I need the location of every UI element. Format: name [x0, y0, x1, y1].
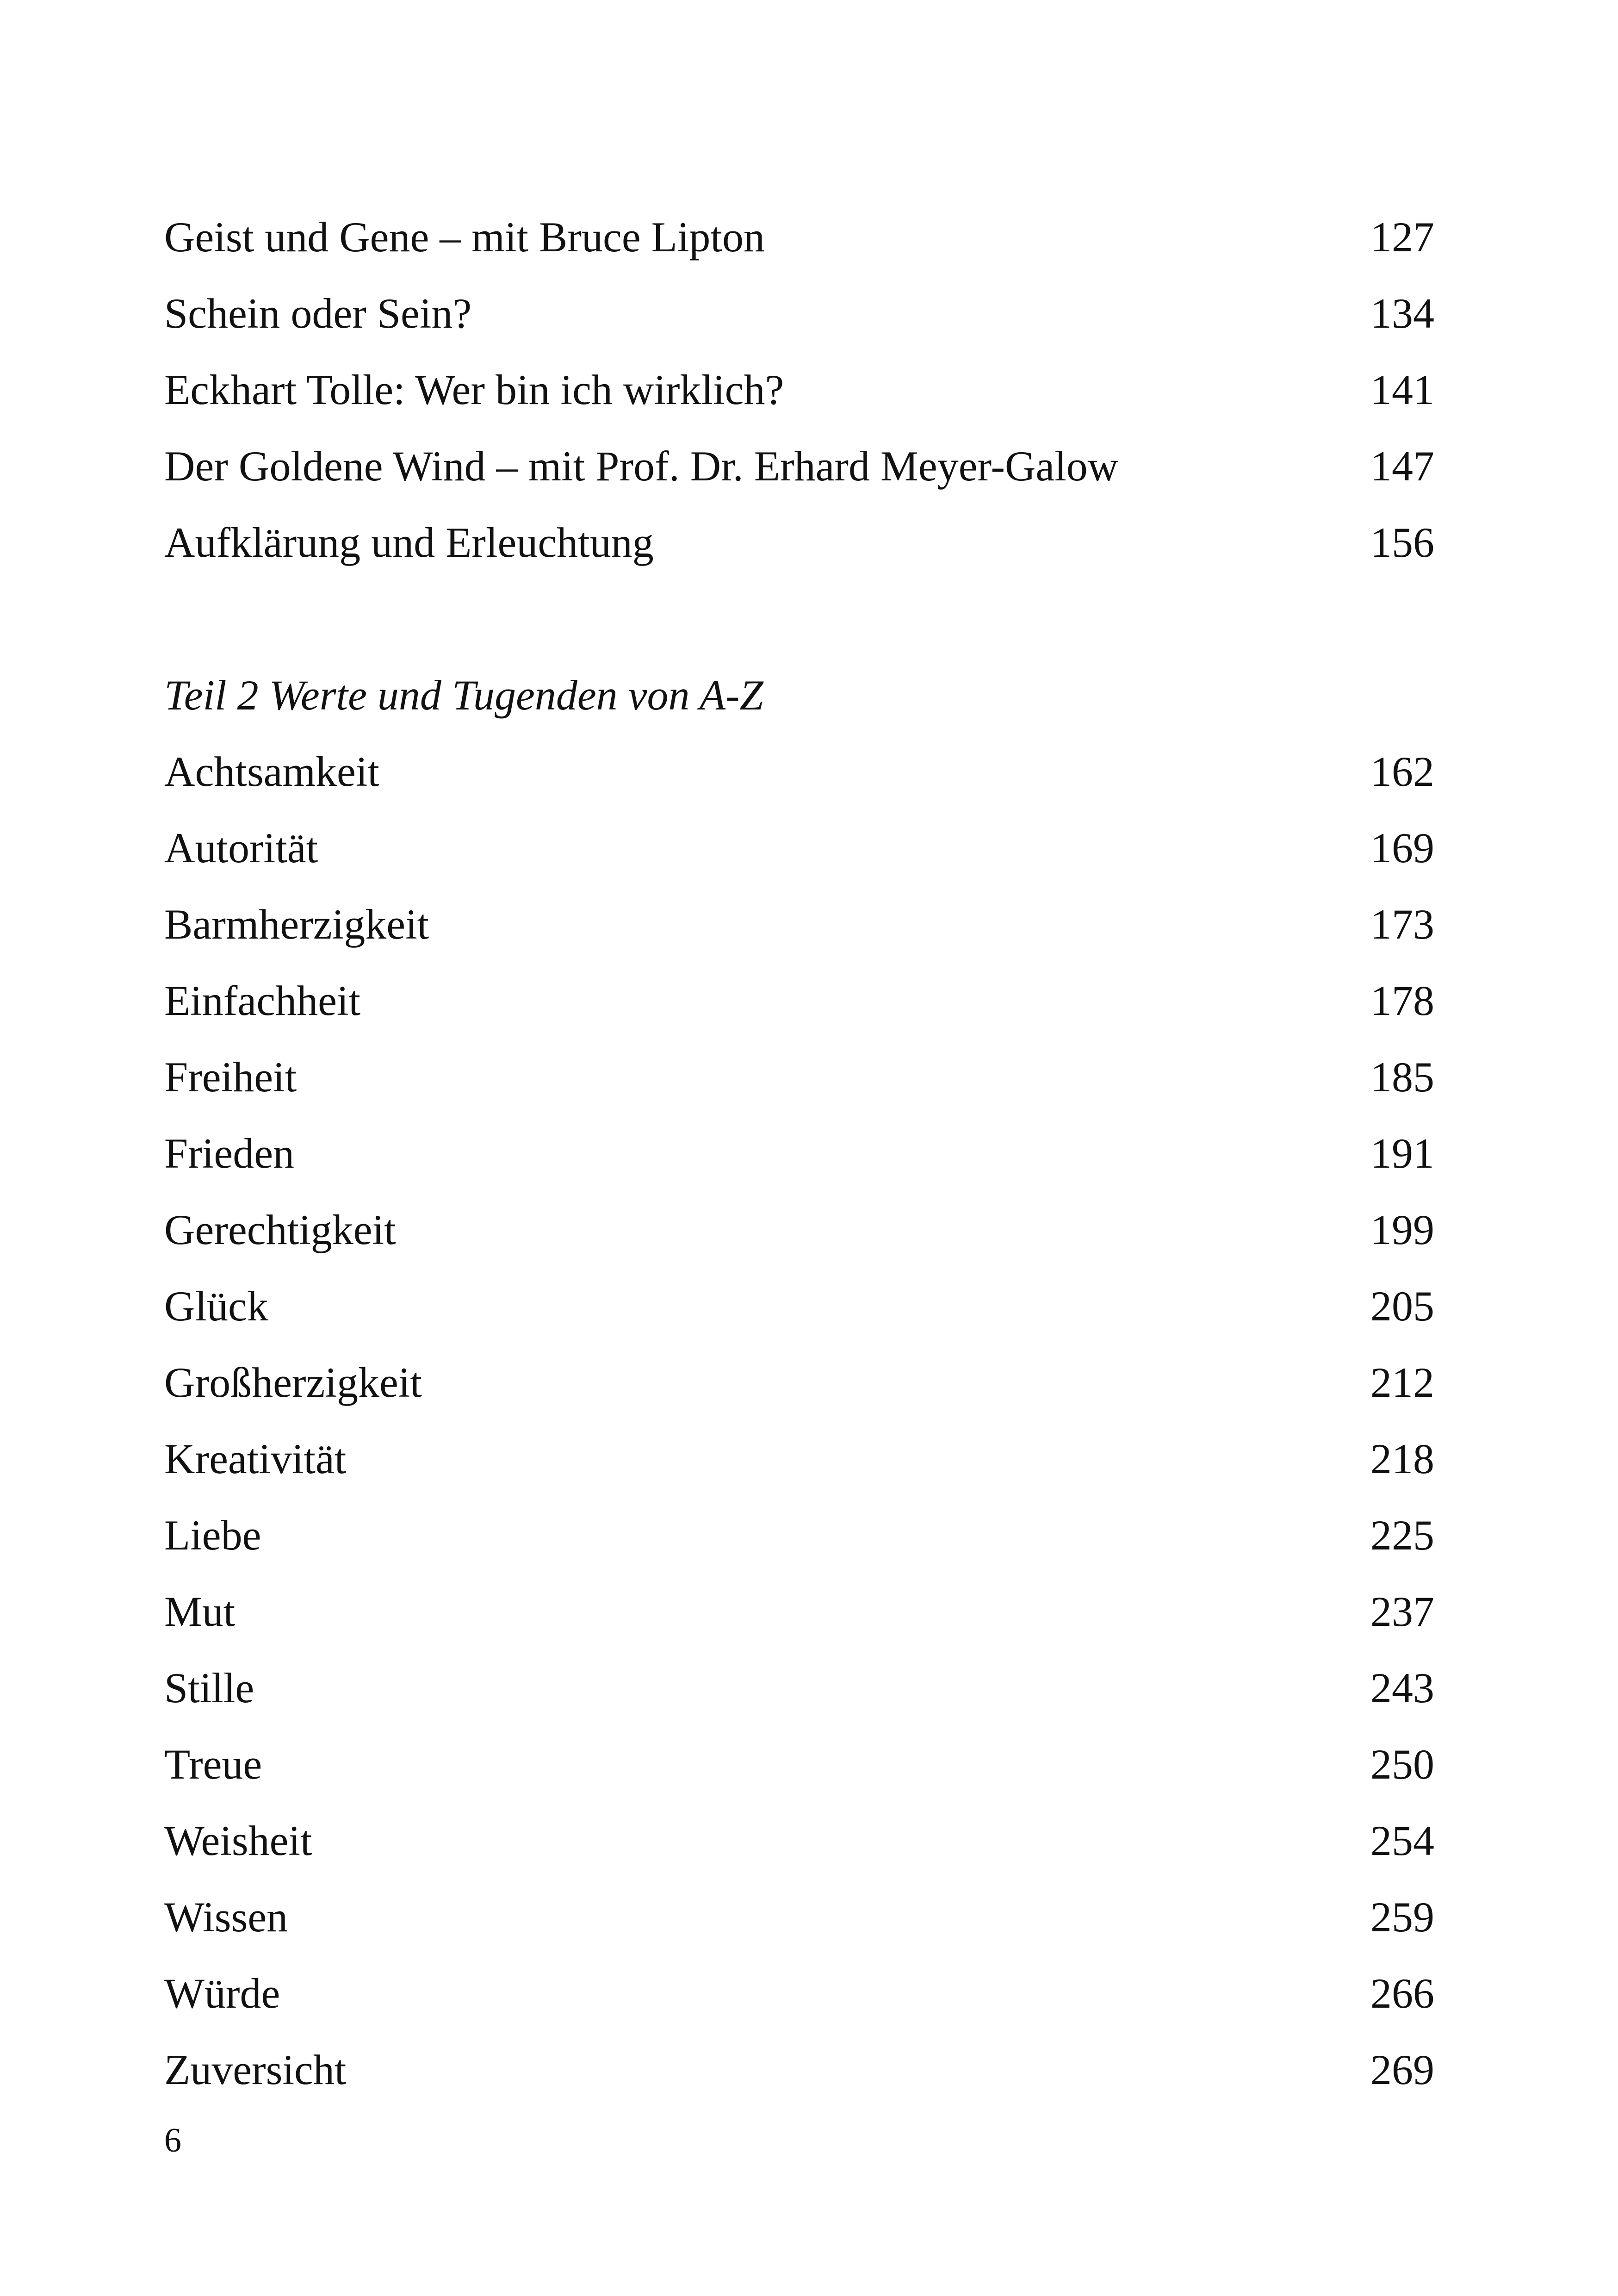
toc-entry-title: Großherzigkeit [164, 1359, 422, 1406]
toc-entry-page: 225 [1370, 1512, 1434, 1559]
toc-entry-page: 243 [1370, 1664, 1434, 1711]
toc-entry-page: 162 [1370, 748, 1434, 795]
toc-entry-title: Stille [164, 1664, 254, 1711]
toc-entry [164, 352, 1434, 428]
toc-entry-title: Freiheit [164, 1053, 297, 1101]
toc-entry-title: Autorität [164, 824, 318, 871]
page-number: 6 [164, 2122, 181, 2159]
toc-entry [164, 810, 1434, 886]
toc-entry-page: 173 [1370, 901, 1434, 948]
toc-entry-page: 205 [1370, 1282, 1434, 1330]
toc-part1 [164, 199, 1434, 581]
toc-entry-page: 212 [1370, 1359, 1434, 1406]
toc-entry [164, 1115, 1434, 1192]
toc-entry [164, 1879, 1434, 1955]
toc-entry-title: Geist und Gene – mit Bruce Lipton [164, 213, 765, 261]
toc-entry [164, 1039, 1434, 1115]
toc-entry-title: Einfachheit [164, 977, 361, 1024]
toc-entry-title: Wissen [164, 1893, 288, 1941]
toc-entry-title: Barmherzigkeit [164, 901, 429, 948]
toc-entry [164, 504, 1434, 581]
toc-entry-page: 259 [1370, 1893, 1434, 1941]
toc-entry [164, 886, 1434, 963]
toc-entry-page: 250 [1370, 1741, 1434, 1788]
toc-entry [164, 1574, 1434, 1650]
toc-entry [164, 1268, 1434, 1344]
toc-entry-page: 266 [1370, 1970, 1434, 2017]
toc-entry [164, 1803, 1434, 1879]
toc-entry-page: 218 [1370, 1435, 1434, 1482]
toc-entry-page: 185 [1370, 1053, 1434, 1101]
toc-entry [164, 275, 1434, 352]
toc-entry-title: Mut [164, 1588, 236, 1635]
section-heading: Teil 2 Werte und Tugenden von A-Z [164, 672, 763, 719]
toc-entry-title: Achtsamkeit [164, 748, 379, 795]
toc-entry [164, 1192, 1434, 1268]
toc-entry [164, 1955, 1434, 2032]
toc-entry-page: 156 [1370, 519, 1434, 566]
toc-entry-title: Weisheit [164, 1817, 312, 1864]
toc-entry-title: Aufklärung und Erleuchtung [164, 519, 654, 566]
toc-entry-page: 254 [1370, 1817, 1434, 1864]
toc-entry-title: Treue [164, 1741, 262, 1788]
toc-entry [164, 2032, 1434, 2108]
toc-entry [164, 1421, 1434, 1497]
toc-entry-page: 237 [1370, 1588, 1434, 1635]
toc-entry-title: Gerechtigkeit [164, 1206, 396, 1253]
toc-entry-page: 199 [1370, 1206, 1434, 1253]
toc-entry [164, 199, 1434, 275]
toc-entry-title: Frieden [164, 1130, 295, 1177]
toc-entry [164, 734, 1434, 810]
toc-part2 [164, 657, 1434, 2108]
toc-entry-page: 141 [1370, 366, 1434, 413]
toc-entry-page: 269 [1370, 2046, 1434, 2093]
toc-entry [164, 428, 1434, 504]
toc-entry [164, 963, 1434, 1039]
toc-entry-title: Kreativität [164, 1435, 347, 1482]
toc-entry-title: Eckhart Tolle: Wer bin ich wirklich? [164, 366, 784, 413]
toc-entry-page: 127 [1370, 213, 1434, 261]
toc-entry-title: Der Goldene Wind – mit Prof. Dr. Erhard Meyer-Galow [164, 442, 1119, 490]
toc-entry-page: 191 [1370, 1130, 1434, 1177]
toc-entry [164, 1726, 1434, 1803]
toc-entry-title: Schein oder Sein? [164, 290, 472, 337]
toc-entry-page: 169 [1370, 824, 1434, 871]
toc-entry-page: 178 [1370, 977, 1434, 1024]
toc-entry-title: Liebe [164, 1512, 261, 1559]
toc-entry-page: 134 [1370, 290, 1434, 337]
toc-entry-title: Zuversicht [164, 2046, 347, 2093]
toc-entry [164, 1497, 1434, 1574]
toc-entry [164, 1650, 1434, 1726]
toc-entry-page: 147 [1370, 442, 1434, 490]
toc-entry-title: Würde [164, 1970, 280, 2017]
toc-entry-title: Glück [164, 1282, 268, 1330]
toc-entry [164, 1344, 1434, 1421]
